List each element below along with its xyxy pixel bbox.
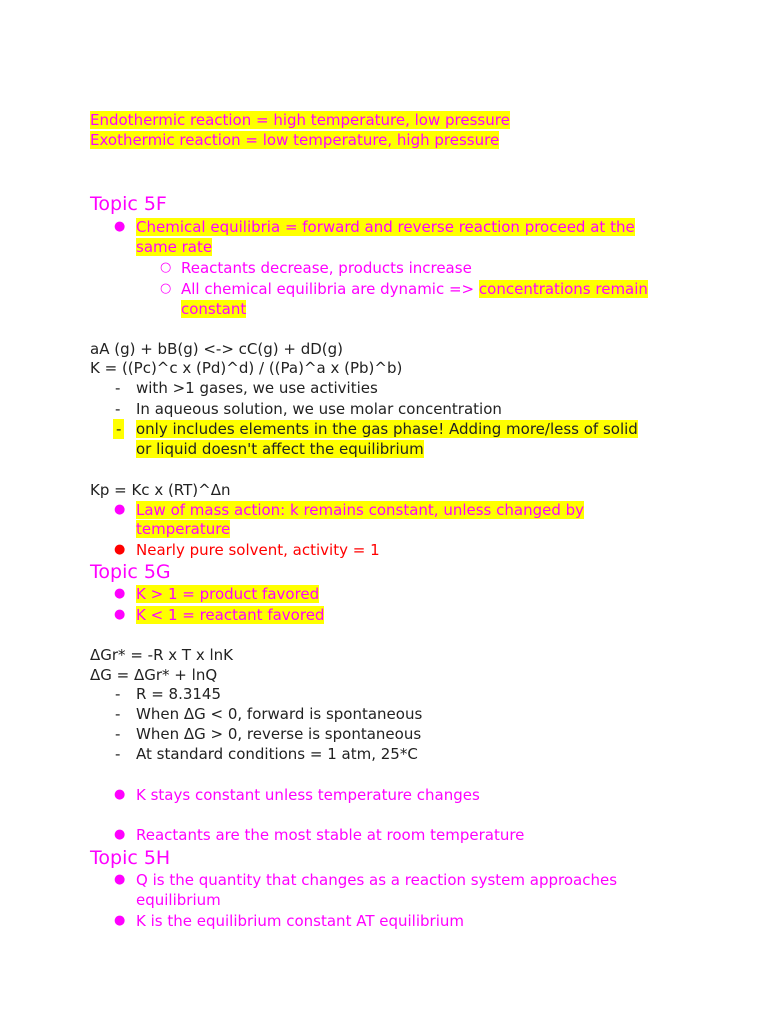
reactants-stable-item: Reactants are the most stable at room temperature [136, 826, 525, 844]
bullet-icon: ● [114, 787, 126, 802]
k-constant-item: K stays constant unless temperature changes [136, 786, 480, 804]
reactant-favored-item: K < 1 = reactant favored [136, 606, 325, 624]
dash-marker: - [115, 400, 121, 418]
dynamic-equilibria-line2: constant [181, 300, 247, 318]
mass-action-line2: temperature [136, 520, 231, 538]
bullet-icon: ● [114, 586, 126, 601]
product-favored-item: K > 1 = product favored [136, 585, 320, 603]
bullet-icon: ● [114, 542, 126, 557]
exothermic-line: Exothermic reaction = low temperature, high pressure [90, 131, 500, 149]
bullet-icon: ● [114, 872, 126, 887]
forward-spontaneous-item: When ΔG < 0, forward is spontaneous [136, 705, 423, 723]
circle-bullet-icon: ○ [160, 281, 172, 296]
dash-marker: - [115, 685, 121, 703]
gibbs-standard-equation: ΔGr* = -R x T x lnK [90, 646, 233, 664]
bullet-icon: ● [114, 827, 126, 842]
pure-solvent-item: Nearly pure solvent, activity = 1 [136, 541, 380, 559]
bullet-icon: ● [114, 913, 126, 928]
bullet-icon: ● [114, 607, 126, 622]
standard-conditions-item: At standard conditions = 1 atm, 25*C [136, 745, 418, 763]
bullet-icon: ● [114, 502, 126, 517]
k-equilibrium-item: K is the equilibrium constant AT equilibrium [136, 912, 464, 930]
dash-marker: - [115, 725, 121, 743]
gas-constant-item: R = 8.3145 [136, 685, 222, 703]
gas-phase-note-line1: only includes elements in the gas phase! Adding more/less of solid [136, 420, 638, 438]
reaction-equation: aA (g) + bB(g) <-> cC(g) + dD(g) [90, 340, 344, 358]
gibbs-equation: ΔG = ΔGr* + lnQ [90, 666, 218, 684]
dynamic-equilibria-line1: All chemical equilibria are dynamic => concentrations remain [181, 280, 648, 298]
dash-marker: - [113, 419, 124, 439]
kp-expression: Kp = Kc x (RT)^Δn [90, 481, 231, 499]
dash-marker: - [115, 705, 121, 723]
topic-5h-heading: Topic 5H [90, 847, 171, 869]
gas-phase-note-line2: or liquid doesn't affect the equilibrium [136, 440, 424, 458]
dash-marker: - [115, 379, 121, 397]
topic-5f-heading: Topic 5F [90, 193, 167, 215]
q-quantity-line2: equilibrium [136, 891, 221, 909]
equilibria-definition-line1: Chemical equilibria = forward and reverse reaction proceed at the [136, 218, 635, 236]
topic-5g-heading: Topic 5G [90, 561, 171, 583]
q-quantity-line1: Q is the quantity that changes as a reaction system approaches [136, 871, 618, 889]
dash-marker: - [115, 745, 121, 763]
reverse-spontaneous-item: When ΔG > 0, reverse is spontaneous [136, 725, 422, 743]
k-expression: K = ((Pc)^c x (Pd)^d) / ((Pa)^a x (Pb)^b) [90, 359, 403, 377]
activities-item: with >1 gases, we use activities [136, 379, 378, 397]
mass-action-line1: Law of mass action: k remains constant, unless changed by [136, 501, 585, 519]
molar-concentration-item: In aqueous solution, we use molar concentration [136, 400, 502, 418]
equilibria-definition-line2: same rate [136, 238, 213, 256]
endothermic-line: Endothermic reaction = high temperature, low pressure [90, 111, 510, 129]
reactants-decrease-item: Reactants decrease, products increase [181, 259, 472, 277]
bullet-icon: ● [114, 219, 126, 234]
circle-bullet-icon: ○ [160, 260, 172, 275]
